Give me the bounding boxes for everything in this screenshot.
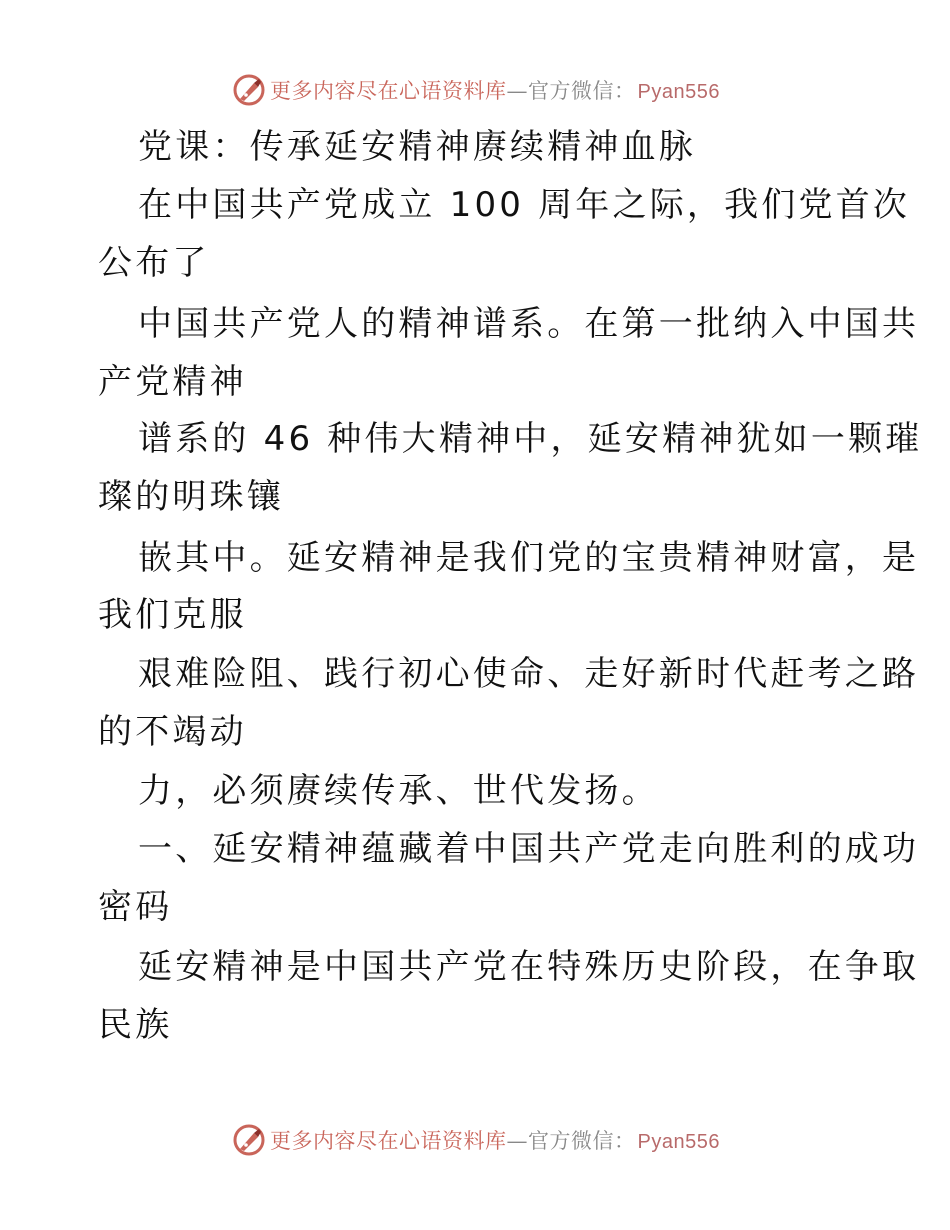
- paragraph-line: 延安精神是中国共产党在特殊历史阶段，在争取: [138, 947, 920, 987]
- paragraph-line: 璨的明珠镶: [98, 477, 284, 517]
- paragraph-line: 谱系的 46 种伟大精神中，延安精神犹如一颗璀: [138, 419, 923, 459]
- paragraph-line: 产党精神: [98, 362, 247, 402]
- paragraph-line: 力，必须赓续传承、世代发扬。: [138, 771, 659, 811]
- footer-watermark: [0, 1120, 950, 1160]
- watermark-text: 更多内容尽在心语资料库—官方微信： Pyan556: [270, 79, 720, 103]
- paragraph-line: 民族: [98, 1005, 173, 1045]
- paragraph-line: 在中国共产党成立 100 周年之际，我们党首次: [138, 185, 911, 225]
- paragraph-line: 中国共产党人的精神谱系。在第一批纳入中国共: [138, 304, 920, 344]
- paragraph-line: 嵌其中。延安精神是我们党的宝贵精神财富，是: [138, 538, 920, 578]
- pen-nib-logo-icon: [232, 1123, 266, 1157]
- section-heading: 一、延安精神蕴藏着中国共产党走向胜利的成功: [138, 829, 920, 869]
- header-watermark: [0, 70, 950, 110]
- paragraph-line: 公布了: [98, 243, 210, 283]
- section-heading-continued: 密码: [98, 887, 173, 927]
- document-title: 党课：传承延安精神赓续精神血脉: [138, 127, 696, 167]
- pen-nib-logo-icon: [232, 73, 266, 107]
- paragraph-line: 艰难险阻、践行初心使命、走好新时代赶考之路: [138, 654, 920, 694]
- paragraph-line: 的不竭动: [98, 712, 247, 752]
- paragraph-line: 我们克服: [98, 595, 247, 635]
- watermark-text: 更多内容尽在心语资料库—官方微信： Pyan556: [270, 1129, 720, 1153]
